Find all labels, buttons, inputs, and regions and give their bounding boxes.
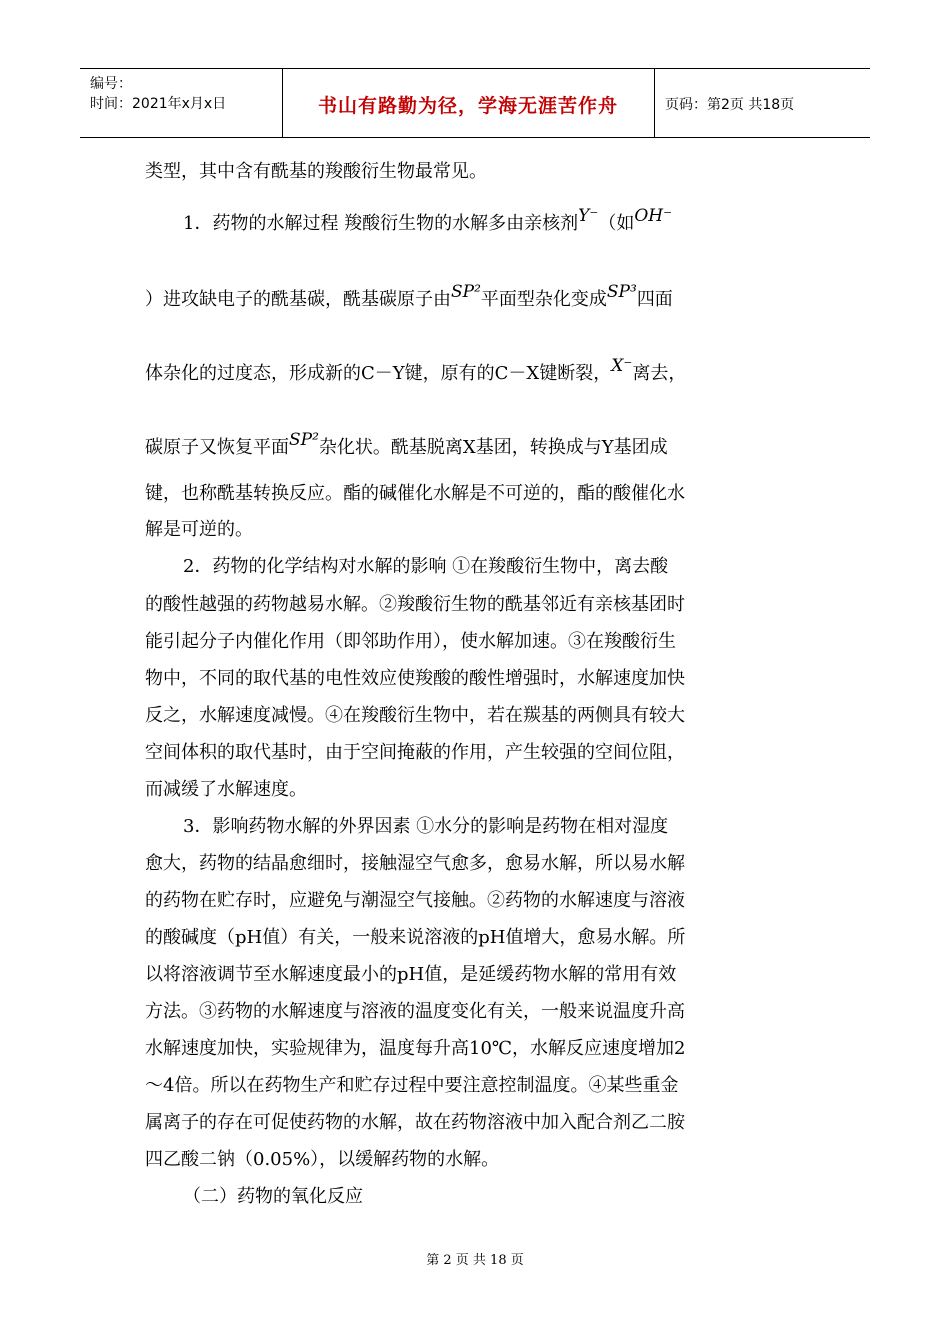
text-line: 的药物在贮存时，应避免与潮湿空气接触。②药物的水解速度与溶液 <box>145 890 685 911</box>
header-meta-cell <box>80 69 283 137</box>
section-heading: （二）药物的氧化反应 <box>183 1186 363 1207</box>
text-segment: 碳原子又恢复平面 <box>145 437 289 458</box>
text-line: 3．影响药物水解的外界因素 ①水分的影响是药物在相对湿度 <box>183 816 669 837</box>
text-segment: 四面 <box>636 289 673 310</box>
page-footer: 第 2 页 共 18 页 <box>426 1253 524 1268</box>
header-motto-cell <box>282 69 655 137</box>
header-page-cell <box>655 69 870 137</box>
text-line: 四乙酸二钠（0.05%），以缓解药物的水解。 <box>145 1149 500 1170</box>
math-oh-minus: OH⁻ <box>634 206 673 226</box>
math-y-minus: Y⁻ <box>578 206 599 226</box>
text-line: 愈大，药物的结晶愈细时，接触湿空气愈多，愈易水解，所以易水解 <box>145 853 685 874</box>
math-sp2: SP² <box>451 282 481 302</box>
text-line: 属离子的存在可促使药物的水解，故在药物溶液中加入配合剂乙二胺 <box>145 1112 685 1133</box>
math-x-minus: X⁻ <box>611 356 633 376</box>
text-line: 键，也称酰基转换反应。酯的碱催化水解是不可逆的，酯的酸催化水 <box>145 483 685 504</box>
text-segment: 离去， <box>632 363 687 384</box>
text-segment: 体杂化的过度态，形成新的C－Y键，原有的C－X键断裂， <box>145 363 612 384</box>
header-page-number: 页码：第2页 共18页 <box>665 97 795 113</box>
text-line <box>145 430 668 459</box>
text-line: 解是可逆的。 <box>145 519 253 540</box>
text-line: 反之，水解速度减慢。④在羧酸衍生物中，若在羰基的两侧具有较大 <box>145 705 685 726</box>
header-motto: 书山有路勤为径，学海无涯苦作舟 <box>317 95 618 117</box>
math-sp3: SP³ <box>606 282 637 302</box>
document-time: 时间：2021年x月x日 <box>90 96 227 112</box>
math-sp2: SP² <box>289 430 319 450</box>
text-segment: ）进攻缺电子的酰基碳，酰基碳原子由 <box>145 289 451 310</box>
text-line: 2．药物的化学结构对水解的影响 ①在羧酸衍生物中，离去酸 <box>183 556 669 577</box>
text-line: 水解速度加快，实验规律为，温度每升高10℃，水解反应速度增加2 <box>145 1038 686 1059</box>
document-number: 编号： <box>90 76 132 92</box>
text-segment: 杂化状。酰基脱离X基团，转换成与Y基团成 <box>318 437 668 458</box>
text-line: 物中，不同的取代基的电性效应使羧酸的酸性增强时，水解速度加快 <box>145 668 685 689</box>
text-line: 的酸性越强的药物越易水解。②羧酸衍生物的酰基邻近有亲核基团时 <box>145 594 685 615</box>
text-segment: 1．药物的水解过程 羧酸衍生物的水解多由亲核剂 <box>183 213 579 234</box>
text-line: 以将溶液调节至水解速度最小的pH值，是延缓药物水解的常用有效 <box>145 964 677 985</box>
text-line: 空间体积的取代基时，由于空间掩蔽的作用，产生较强的空间位阻， <box>145 742 685 763</box>
text-line: 的酸碱度（pH值）有关，一般来说溶液的pH值增大，愈易水解。所 <box>145 927 686 948</box>
text-line: 类型，其中含有酰基的羧酸衍生物最常见。 <box>145 161 487 182</box>
text-line: 而减缓了水解速度。 <box>145 779 307 800</box>
text-line: 方法。③药物的水解速度与溶液的温度变化有关，一般来说温度升高 <box>145 1001 685 1022</box>
text-line <box>183 206 673 235</box>
text-line <box>145 356 687 385</box>
text-segment: （如 <box>598 213 635 234</box>
page-header <box>80 68 870 138</box>
text-line: 能引起分子内催化作用（即邻助作用），使水解加速。③在羧酸衍生 <box>145 631 676 652</box>
text-segment: 平面型杂化变成 <box>480 289 607 310</box>
text-line <box>145 282 673 311</box>
text-line: ～4倍。所以在药物生产和贮存过程中要注意控制温度。④某些重金 <box>145 1075 679 1096</box>
